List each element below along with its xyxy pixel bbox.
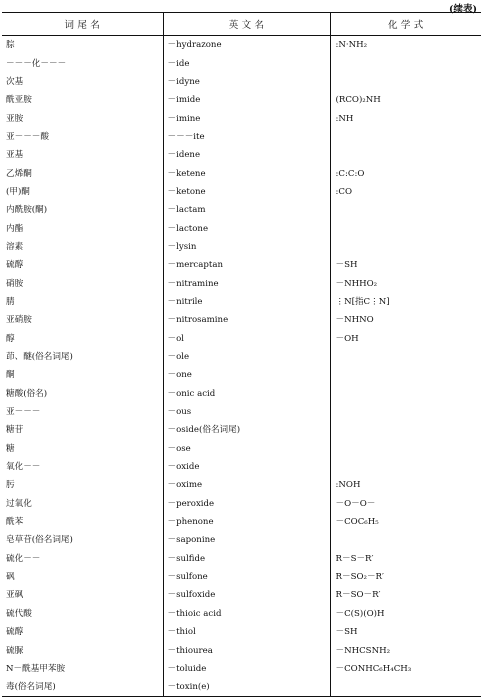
formula-cell: －NHHO₂: [330, 274, 481, 292]
formula-cell: [330, 219, 481, 237]
table-row: [2, 550, 481, 568]
english-name-cell: －thiourea: [163, 641, 330, 659]
suffix-name-cell: 亚胺: [6, 113, 24, 124]
formula-cell: [330, 146, 481, 164]
suffix-name-cell: 内酯: [6, 223, 24, 234]
english-name-cell: －－－ite: [163, 128, 330, 146]
suffix-name-cell: 亚砜: [6, 590, 24, 601]
english-name-cell: －ketene: [163, 164, 330, 182]
formula-cell: [330, 128, 481, 146]
table-row: [2, 366, 481, 384]
formula-cell: R－S－R′: [330, 550, 481, 568]
table-row: [2, 146, 481, 164]
english-name-cell: －nitramine: [163, 274, 330, 292]
english-name-cell: －ketone: [163, 183, 330, 201]
table-row: [2, 164, 481, 182]
suffix-name-cell: 硫代酸: [6, 608, 32, 619]
table-row: [2, 458, 481, 476]
table-row: [2, 605, 481, 623]
english-name-cell: －thiol: [163, 623, 330, 641]
english-name-cell: －imine: [163, 109, 330, 127]
suffix-name-cell: 硫醇: [6, 260, 24, 271]
table-row: [2, 641, 481, 659]
formula-cell: R－SO－R′: [330, 586, 481, 604]
english-name-cell: －sulfoxide: [163, 586, 330, 604]
english-name-cell: －hydrazone: [163, 36, 330, 55]
table-row: [2, 293, 481, 311]
suffix-name-cell: 硫脲: [6, 645, 24, 656]
suffix-name-cell: 糖酸(俗名): [6, 388, 48, 399]
suffix-name-cell: 内酰胺(酮): [6, 205, 48, 216]
formula-cell: [330, 531, 481, 549]
suffix-name-cell: 腙: [6, 40, 15, 51]
suffix-name-cell: (甲)酮: [6, 186, 30, 197]
suffix-name-cell: 糖: [6, 443, 15, 454]
english-name-cell: －phenone: [163, 513, 330, 531]
english-name-cell: －nitrosamine: [163, 311, 330, 329]
table-row: [2, 54, 481, 72]
formula-cell: :N·NH₂: [330, 36, 481, 55]
table-row: [2, 256, 481, 274]
suffix-name-cell: 酰苯: [6, 517, 24, 528]
table-row: [2, 128, 481, 146]
formula-cell: [330, 403, 481, 421]
header-chemical-formula: 化 学 式: [330, 13, 481, 36]
formula-cell: ⋮N[指C⋮N]: [330, 293, 481, 311]
table-row: [2, 36, 481, 55]
formula-cell: －OH: [330, 330, 481, 348]
formula-cell: [330, 440, 481, 458]
header-english-name: 英 文 名: [163, 13, 330, 36]
suffix-name-cell: 乙烯酮: [6, 168, 32, 179]
formula-cell: (RCO)₂NH: [330, 91, 481, 109]
formula-cell: [330, 73, 481, 91]
english-name-cell: －oxime: [163, 476, 330, 494]
formula-cell: :NH: [330, 109, 481, 127]
formula-cell: [330, 458, 481, 476]
table-row: [2, 586, 481, 604]
english-name-cell: －imide: [163, 91, 330, 109]
formula-cell: [330, 201, 481, 219]
formula-cell: :CO: [330, 183, 481, 201]
table-row: [2, 495, 481, 513]
suffix-name-cell: 砜: [6, 572, 15, 583]
formula-cell: －SH: [330, 256, 481, 274]
table-row: [2, 623, 481, 641]
formula-cell: [330, 678, 481, 697]
suffix-name-cell: 亚硝胺: [6, 315, 32, 326]
formula-cell: :NOH: [330, 476, 481, 494]
suffix-name-cell: 硫醇: [6, 627, 24, 638]
table-row: [2, 421, 481, 439]
table-row: [2, 274, 481, 292]
table-row: [2, 91, 481, 109]
table-row: [2, 330, 481, 348]
table-row: [2, 238, 481, 256]
header-suffix-name: 词 尾 名: [2, 13, 163, 36]
suffix-name-cell: 次基: [6, 76, 24, 87]
formula-cell: :C:C:O: [330, 164, 481, 182]
formula-cell: －COC₆H₅: [330, 513, 481, 531]
table-row: [2, 403, 481, 421]
suffix-name-cell: 毒(俗名词尾): [6, 682, 56, 693]
suffix-name-cell: 溶素: [6, 241, 24, 252]
table-row: [2, 311, 481, 329]
table-row: [2, 183, 481, 201]
suffix-name-cell: 硫化－－: [6, 553, 41, 564]
formula-cell: －C(S)(O)H: [330, 605, 481, 623]
suffix-name-cell: 酮: [6, 370, 15, 381]
table-row: [2, 678, 481, 697]
formula-cell: R－SO₂－R′: [330, 568, 481, 586]
english-name-cell: －ous: [163, 403, 330, 421]
suffix-name-cell: 亚基: [6, 150, 24, 161]
suffix-name-cell: 腈: [6, 296, 15, 307]
suffix-name-cell: 亚－－－: [6, 407, 41, 418]
formula-cell: [330, 366, 481, 384]
english-name-cell: －idene: [163, 146, 330, 164]
table-row: [2, 476, 481, 494]
formula-cell: [330, 385, 481, 403]
suffix-name-cell: 酰亚胺: [6, 95, 32, 106]
formula-cell: [330, 54, 481, 72]
english-name-cell: －toluide: [163, 660, 330, 678]
suffix-name-cell: 醇: [6, 333, 15, 344]
english-name-cell: －toxin(e): [163, 678, 330, 697]
english-name-cell: －ole: [163, 348, 330, 366]
suffix-name-cell: －－－化－－－: [6, 58, 67, 69]
formula-cell: －NHCSNH₂: [330, 641, 481, 659]
formula-cell: －SH: [330, 623, 481, 641]
english-name-cell: －one: [163, 366, 330, 384]
table-row: [2, 219, 481, 237]
english-name-cell: －lactone: [163, 219, 330, 237]
suffix-name-cell: 硝胺: [6, 278, 24, 289]
english-name-cell: －nitrile: [163, 293, 330, 311]
formula-cell: [330, 348, 481, 366]
english-name-cell: －thioic acid: [163, 605, 330, 623]
english-name-cell: －onic acid: [163, 385, 330, 403]
table-row: [2, 440, 481, 458]
suffix-name-cell: 糖苷: [6, 425, 24, 436]
table-row: [2, 385, 481, 403]
suffix-name-cell: 过氧化: [6, 498, 32, 509]
english-name-cell: －ide: [163, 54, 330, 72]
english-name-cell: －lactam: [163, 201, 330, 219]
english-name-cell: －ose: [163, 440, 330, 458]
suffix-name-cell: 氧化－－: [6, 462, 41, 473]
table-row: [2, 568, 481, 586]
english-name-cell: －idyne: [163, 73, 330, 91]
english-name-cell: －lysin: [163, 238, 330, 256]
formula-cell: [330, 421, 481, 439]
table-row: [2, 660, 481, 678]
formula-cell: －O－O－: [330, 495, 481, 513]
table-row: [2, 513, 481, 531]
table-row: [2, 73, 481, 91]
suffix-table: [2, 12, 481, 697]
english-name-cell: －oxide: [163, 458, 330, 476]
table-row: [2, 348, 481, 366]
english-name-cell: －oside(俗名词尾): [163, 421, 330, 439]
suffix-name-cell: 肟: [6, 480, 15, 491]
formula-cell: [330, 238, 481, 256]
english-name-cell: －peroxide: [163, 495, 330, 513]
formula-cell: －CONHC₆H₄CH₃: [330, 660, 481, 678]
english-name-cell: －sulfone: [163, 568, 330, 586]
english-name-cell: －ol: [163, 330, 330, 348]
suffix-name-cell: N－酰基甲苯胺: [6, 663, 66, 674]
suffix-name-cell: 亚－－－酸: [6, 131, 49, 142]
table-row: [2, 201, 481, 219]
formula-cell: －NHNO: [330, 311, 481, 329]
english-name-cell: －saponine: [163, 531, 330, 549]
english-name-cell: －sulfide: [163, 550, 330, 568]
suffix-name-cell: 皂草苷(俗名词尾): [6, 535, 73, 546]
table-row: [2, 109, 481, 127]
english-name-cell: －mercaptan: [163, 256, 330, 274]
suffix-name-cell: 茚、醚(俗名词尾): [6, 352, 73, 363]
continued-label: (续表): [449, 4, 477, 15]
table-row: [2, 531, 481, 549]
header-row: [2, 13, 481, 36]
